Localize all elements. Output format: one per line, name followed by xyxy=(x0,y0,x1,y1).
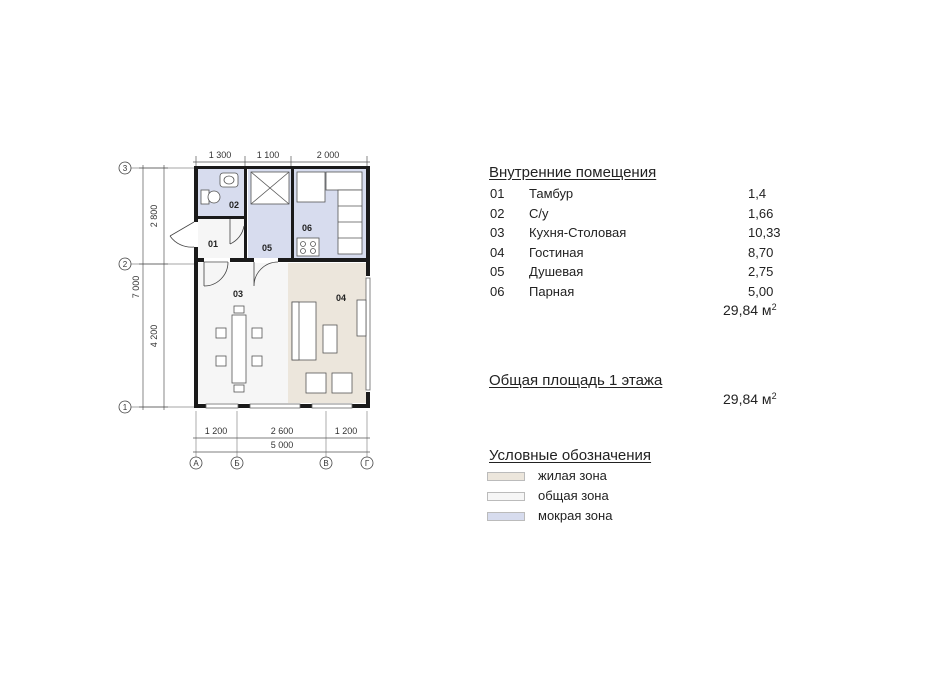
room-row xyxy=(489,186,809,206)
axis-label-3: 3 xyxy=(122,164,128,173)
room-name: Кухня-Столовая xyxy=(529,225,627,240)
room-label-01: 01 xyxy=(207,239,219,249)
room-area: 1,66 xyxy=(748,205,774,221)
room-number: 01 xyxy=(490,186,505,201)
dim-left-total: 7 000 xyxy=(131,275,141,299)
legend-swatch-living xyxy=(487,472,525,481)
room-name: Душевая xyxy=(529,264,584,279)
room-area: 5,00 xyxy=(748,283,774,299)
room-label-04: 04 xyxy=(335,293,347,303)
axis-label-b: Б xyxy=(234,459,240,468)
room-label-03: 03 xyxy=(232,289,244,299)
room-row xyxy=(489,206,809,226)
room-name: С/у xyxy=(529,205,549,221)
axis-label-a: А xyxy=(193,459,199,468)
rooms-total-area xyxy=(723,302,777,318)
floor-total-value: 29,84 м xyxy=(723,391,772,407)
room-name: Гостиная xyxy=(529,244,584,260)
rooms-heading: Внутренние помещения xyxy=(489,164,657,181)
room-row xyxy=(489,245,809,265)
room-row xyxy=(489,264,809,284)
room-row xyxy=(489,225,809,245)
dim-left-2: 4 200 xyxy=(149,324,159,348)
legend-heading: Условные обозначения xyxy=(489,447,652,464)
room-number: 03 xyxy=(490,225,505,240)
dim-bottom-2: 2 600 xyxy=(270,426,294,436)
room-label-05: 05 xyxy=(261,243,273,253)
dim-left-1: 2 800 xyxy=(149,204,159,228)
dim-top-1: 1 300 xyxy=(208,150,232,160)
room-number: 06 xyxy=(490,283,505,299)
dim-top-2: 1 100 xyxy=(256,150,280,160)
legend-label: жилая зона xyxy=(538,468,607,483)
room-area: 10,33 xyxy=(748,225,781,240)
room-name: Тамбур xyxy=(529,186,574,201)
floor-area-heading: Общая площадь 1 этажа xyxy=(489,372,663,389)
rooms-total-unit-sup: 2 xyxy=(771,302,777,312)
room-area: 2,75 xyxy=(748,264,774,279)
axis-label-2: 2 xyxy=(122,260,128,269)
legend-swatch-common xyxy=(487,492,525,501)
dim-bottom-1: 1 200 xyxy=(204,426,228,436)
dim-bottom-total: 5 000 xyxy=(270,440,294,450)
room-number: 02 xyxy=(490,205,505,221)
floor-total-unit-sup: 2 xyxy=(771,391,777,401)
room-area: 8,70 xyxy=(748,244,774,260)
room-row xyxy=(489,284,809,304)
room-label-06: 06 xyxy=(301,223,313,233)
legend-label: общая зона xyxy=(538,488,609,503)
dim-top-3: 2 000 xyxy=(316,150,340,160)
room-label-02: 02 xyxy=(228,200,240,210)
dim-bottom-3: 1 200 xyxy=(334,426,358,436)
axis-label-1: 1 xyxy=(122,403,128,412)
rooms-total-value: 29,84 м xyxy=(723,302,772,318)
room-number: 05 xyxy=(490,264,505,279)
zone-common-01 xyxy=(198,219,244,258)
room-number: 04 xyxy=(490,244,505,260)
rooms-table xyxy=(489,186,809,303)
axis-label-g: Г xyxy=(364,459,370,468)
legend-swatch-wet xyxy=(487,512,525,521)
room-area: 1,4 xyxy=(748,186,767,201)
room-name: Парная xyxy=(529,283,575,299)
floor-total-area xyxy=(723,391,777,407)
axis-label-v: В xyxy=(323,459,329,468)
legend-label: мокрая зона xyxy=(538,508,613,523)
